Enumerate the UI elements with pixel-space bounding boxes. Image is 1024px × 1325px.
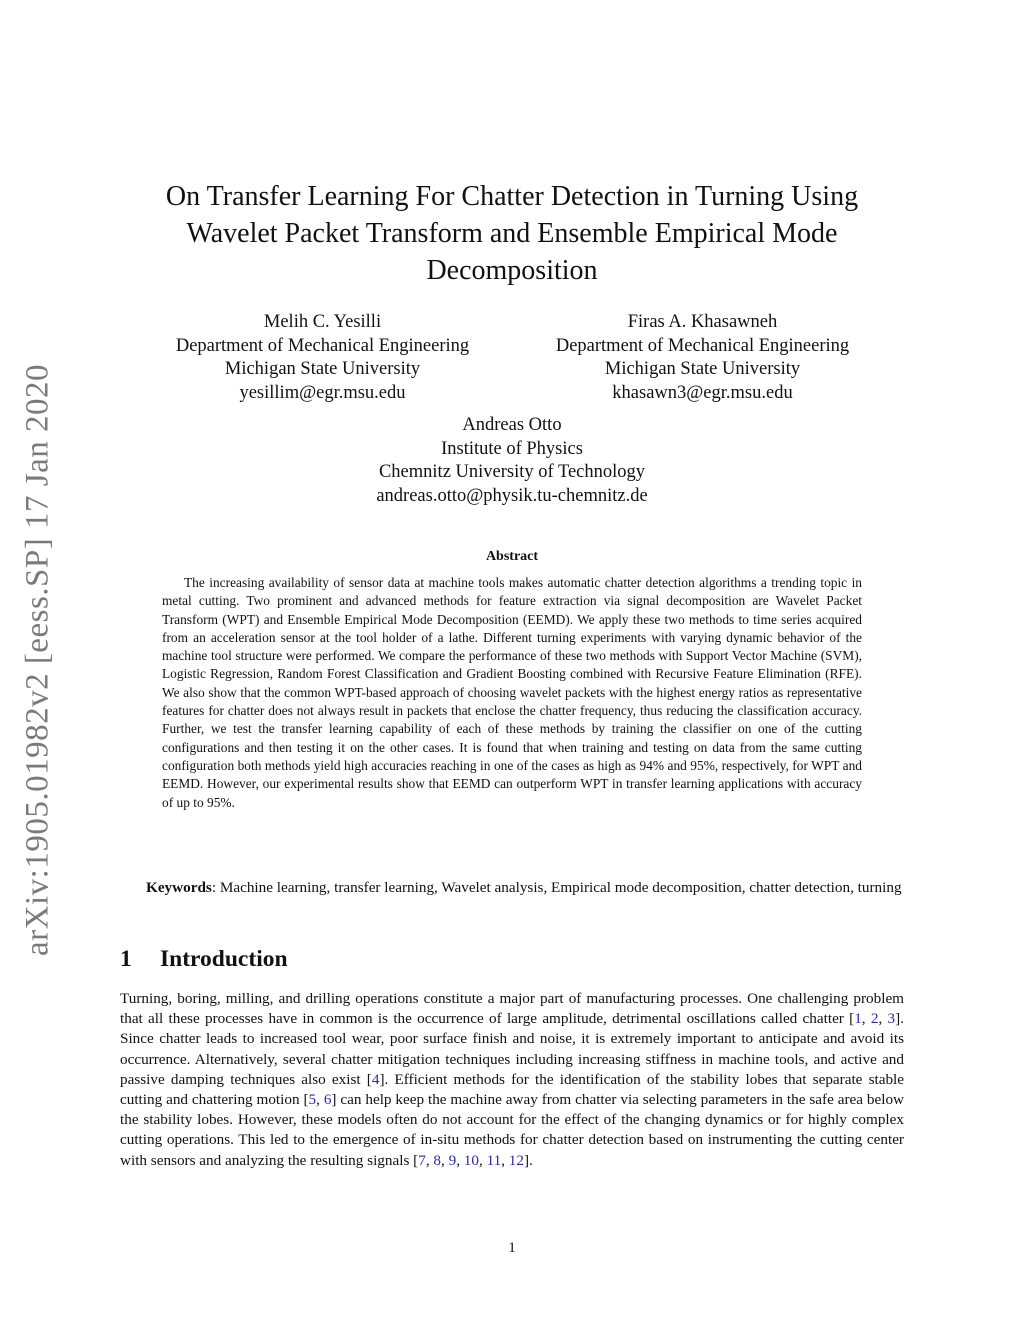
citation-link[interactable]: 8 <box>433 1151 441 1169</box>
citation-link[interactable]: 3 <box>887 1010 896 1028</box>
author-name: Andreas Otto <box>462 415 562 435</box>
citation-link[interactable]: 10 <box>463 1151 479 1169</box>
author-block-2 <box>520 311 885 405</box>
author-email: andreas.otto@physik.tu-chemnitz.de <box>376 485 648 506</box>
citation-link[interactable]: 4 <box>371 1070 380 1088</box>
author-department: Institute of Physics <box>441 438 583 459</box>
author-institution: Michigan State University <box>604 359 801 379</box>
author-department: Department of Mechanical Engineering <box>555 335 850 356</box>
citation-link[interactable]: 6 <box>323 1091 332 1109</box>
author-email: khasawn3@egr.msu.edu <box>612 382 793 403</box>
intro-sep: , <box>878 1010 888 1028</box>
section-title: Introduction <box>160 946 288 972</box>
intro-text: Turning, boring, milling, and drilling operations constitute a major part of manufacturing processes. One challenging problem that all these processes have in common is the occurrence of large amplitude, detrimental oscillations called chatter [ <box>120 990 904 1028</box>
page-number: 1 <box>508 1240 516 1256</box>
intro-sep: , <box>501 1151 509 1169</box>
intro-paragraph <box>120 989 904 1171</box>
abstract-heading: Abstract <box>485 549 539 564</box>
citation-link[interactable]: 12 <box>508 1151 524 1169</box>
intro-sep: , <box>478 1151 487 1169</box>
author-department: Department of Mechanical Engineering <box>175 335 470 356</box>
citation-link[interactable]: 5 <box>308 1091 317 1109</box>
keywords-text: : Machine learning, transfer learning, Wavelet analysis, Empirical mode decomposition, chatter detection, turning <box>211 879 902 896</box>
paper-title: On Transfer Learning For Chatter Detection in Turning Using Wavelet Packet Transform and Ensemble Empirical Mode Decomposition <box>165 181 859 286</box>
section-number: 1 <box>120 946 132 972</box>
abstract-text: The increasing availability of sensor data at machine tools makes automatic chatter detection algorithms a trending topic in metal cutting. Two prominent and advanced methods for feature extraction via signal decomposition are Wavelet Packet Transform (WPT) and Ensemble Empirical Mode Decomposition (EEMD). We apply these two methods to time series acquired from an acceleration sensor at the tool holder of a lathe. Different turning experiments with varying dynamic behavior of the machine tool structure were performed. We compare the performance of these two methods with Support Vector Machine (SVM), Logistic Regression, Random Forest Classification and Gradient Boosting combined with Recursive Feature Elimination (RFE). We also show that the common WPT-based approach of choosing wavelet packets with the highest energy ratios as representative features for chatter does not always result in packets that enclose the chatter frequency, thus reducing the classification accuracy. Further, we test the transfer learning capability of each of these methods by training the classifier on one of the cutting configurations and then testing it on the other cases. It is found that when training and testing on data from the same cutting configuration both methods yield high accuracies reaching in one of the cases as high as 94% and 95%, respectively, for WPT and EEMD. However, our experimental results show that EEMD can outperform WPT in transfer learning applications with accuracy of up to 95%. <box>162 575 862 810</box>
intro-sep: , <box>861 1010 871 1028</box>
author-institution: Michigan State University <box>224 359 421 379</box>
arxiv-stamp-text: arXiv:1905.01982v2 [eess.SP] 17 Jan 2020 <box>19 364 56 956</box>
citation-link[interactable]: 11 <box>486 1151 502 1169</box>
author-block-3 <box>312 414 712 508</box>
intro-text: ]. Since chatter leads to increased tool wear, poor surface finish and noise, it is extremely important to anticipate and avoid its occurrence. Alternatively, several chatter mitigation techniques including increasing stiffness in machine tools, and active and passive damping techniques also exist [ <box>120 1010 904 1088</box>
intro-text: ]. <box>523 1151 533 1169</box>
author-block-1 <box>140 311 505 405</box>
citation-link[interactable]: 9 <box>448 1151 457 1169</box>
author-institution: Chemnitz University of Technology <box>378 462 646 482</box>
keywords-label: Keywords <box>146 879 212 896</box>
citation-link[interactable]: 2 <box>870 1010 879 1028</box>
citation-link[interactable]: 1 <box>854 1010 862 1028</box>
intro-text: ] can help keep the machine away from chatter via selecting parameters in the safe area below the stability lobes. However, these models often do not account for the effect of the changing dynamics or for highly complex cutting operations. This led to the emergence of in-situ methods for chatter detection based on instrumenting the cutting center with sensors and analyzing the resulting signals [ <box>120 1091 905 1169</box>
author-name: Melih C. Yesilli <box>263 312 382 332</box>
intro-sep: , <box>425 1151 434 1169</box>
intro-text: ]. Efficient methods for the identification of the stability lobes that separate stable cutting and chattering motion [ <box>120 1070 905 1109</box>
author-name: Firas A. Khasawneh <box>627 312 778 332</box>
intro-sep: , <box>316 1091 324 1109</box>
intro-sep: , <box>456 1151 464 1169</box>
intro-sep: , <box>441 1151 449 1169</box>
citation-link[interactable]: 7 <box>418 1151 426 1169</box>
author-email: yesillim@egr.msu.edu <box>239 382 406 403</box>
section-heading <box>120 946 288 973</box>
keywords <box>120 878 904 899</box>
arxiv-stamp <box>8 360 68 960</box>
